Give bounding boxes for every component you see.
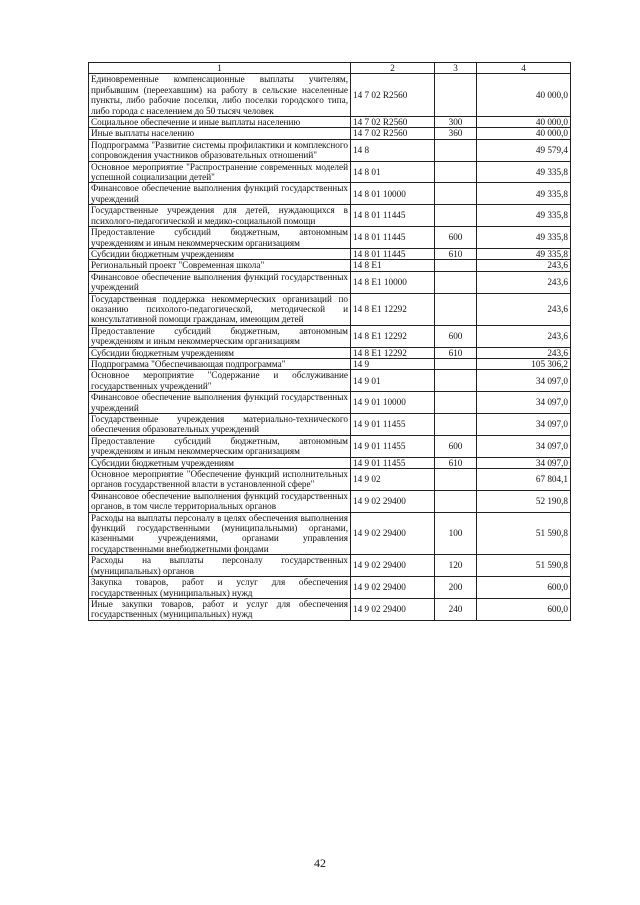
row-expense-type-cell <box>435 469 477 491</box>
row-amount-cell: 34 097,0 <box>477 370 571 392</box>
row-code-cell: 14 8 01 11445 <box>351 205 435 227</box>
table-row <box>89 205 571 227</box>
row-amount-cell: 40 000,0 <box>477 128 571 139</box>
row-name-cell: Финансовое обеспечение выполнения функций государственных учреждений <box>89 183 351 205</box>
row-name-cell: Региональный проект "Современная школа" <box>89 260 351 271</box>
table-row <box>89 161 571 183</box>
row-expense-type-cell: 200 <box>435 577 477 599</box>
row-amount-cell: 49 335,8 <box>477 227 571 249</box>
table-row <box>89 555 571 577</box>
row-code-cell: 14 8 E1 12292 <box>351 325 435 347</box>
row-code-cell: 14 8 01 <box>351 161 435 183</box>
page-number: 42 <box>314 856 326 870</box>
row-amount-cell: 49 579,4 <box>477 139 571 161</box>
row-name-cell: Финансовое обеспечение выполнения функций государственных учреждений <box>89 271 351 293</box>
header-cell: 1 <box>89 63 351 74</box>
row-code-cell: 14 9 02 <box>351 469 435 491</box>
table-row <box>89 260 571 271</box>
row-amount-cell: 49 335,8 <box>477 205 571 227</box>
table-row <box>89 139 571 161</box>
table-row <box>89 293 571 325</box>
row-expense-type-cell: 120 <box>435 555 477 577</box>
row-code-cell: 14 8 <box>351 139 435 161</box>
row-name-cell: Предоставление субсидий бюджетным, автономным учреждениям и иным некоммерческим организациям <box>89 435 351 457</box>
row-name-cell: Основное мероприятие "Распространение современных моделей успешной социализации детей" <box>89 161 351 183</box>
table-row <box>89 469 571 491</box>
row-name-cell: Расходы на выплаты персоналу государственных (муниципальных) органов <box>89 555 351 577</box>
row-amount-cell: 243,6 <box>477 293 571 325</box>
row-amount-cell: 243,6 <box>477 347 571 358</box>
table-row <box>89 325 571 347</box>
row-name-cell: Иные выплаты населению <box>89 128 351 139</box>
table-row <box>89 414 571 436</box>
row-name-cell: Иные закупки товаров, работ и услуг для обеспечения государственных (муниципальных) нужд <box>89 598 351 620</box>
table-row <box>89 512 571 555</box>
row-name-cell: Финансовое обеспечение выполнения функций государственных учреждений <box>89 392 351 414</box>
row-name-cell: Закупка товаров, работ и услуг для обеспечения государственных (муниципальных) нужд <box>89 577 351 599</box>
table-row <box>89 598 571 620</box>
table-row <box>89 435 571 457</box>
row-amount-cell: 243,6 <box>477 271 571 293</box>
row-expense-type-cell <box>435 183 477 205</box>
row-amount-cell: 49 335,8 <box>477 183 571 205</box>
row-name-cell: Предоставление субсидий бюджетным, автономным учреждениям и иным некоммерческим организациям <box>89 325 351 347</box>
row-expense-type-cell: 610 <box>435 347 477 358</box>
row-amount-cell: 67 804,1 <box>477 469 571 491</box>
row-name-cell: Подпрограмма "Обеспечивающая подпрограмма" <box>89 358 351 369</box>
table-row <box>89 227 571 249</box>
table-row <box>89 457 571 468</box>
table-row <box>89 271 571 293</box>
row-expense-type-cell <box>435 161 477 183</box>
row-amount-cell: 34 097,0 <box>477 435 571 457</box>
row-name-cell: Субсидии бюджетным учреждениям <box>89 347 351 358</box>
row-expense-type-cell: 100 <box>435 512 477 555</box>
row-code-cell: 14 8 E1 10000 <box>351 271 435 293</box>
row-expense-type-cell <box>435 74 477 117</box>
row-code-cell: 14 8 01 10000 <box>351 183 435 205</box>
row-code-cell: 14 9 02 29400 <box>351 555 435 577</box>
row-code-cell: 14 7 02 R2560 <box>351 74 435 117</box>
row-amount-cell: 49 335,8 <box>477 161 571 183</box>
row-expense-type-cell: 240 <box>435 598 477 620</box>
row-code-cell: 14 9 01 <box>351 370 435 392</box>
row-code-cell: 14 9 02 29400 <box>351 598 435 620</box>
row-expense-type-cell <box>435 271 477 293</box>
table-row <box>89 117 571 128</box>
row-amount-cell: 51 590,8 <box>477 555 571 577</box>
row-code-cell: 14 8 01 11445 <box>351 248 435 259</box>
header-cell: 2 <box>351 63 435 74</box>
row-amount-cell: 49 335,8 <box>477 248 571 259</box>
table-row <box>89 347 571 358</box>
row-code-cell: 14 9 01 11455 <box>351 414 435 436</box>
row-code-cell: 14 8 E1 <box>351 260 435 271</box>
row-amount-cell: 40 000,0 <box>477 117 571 128</box>
row-expense-type-cell: 610 <box>435 248 477 259</box>
table-row <box>89 577 571 599</box>
row-code-cell: 14 9 02 29400 <box>351 512 435 555</box>
budget-table <box>88 62 571 621</box>
row-name-cell: Основное мероприятие "Обеспечение функций исполнительных органов государственной власти в установленной сфере" <box>89 469 351 491</box>
row-code-cell: 14 7 02 R2560 <box>351 117 435 128</box>
table-row <box>89 490 571 512</box>
row-expense-type-cell: 360 <box>435 128 477 139</box>
row-name-cell: Социальное обеспечение и иные выплаты населению <box>89 117 351 128</box>
row-code-cell: 14 9 <box>351 358 435 369</box>
row-expense-type-cell <box>435 260 477 271</box>
table-row <box>89 74 571 117</box>
row-code-cell: 14 9 02 29400 <box>351 577 435 599</box>
row-expense-type-cell <box>435 392 477 414</box>
row-expense-type-cell <box>435 490 477 512</box>
row-name-cell: Предоставление субсидий бюджетным, автономным учреждениям и иным некоммерческим организациям <box>89 227 351 249</box>
row-amount-cell: 40 000,0 <box>477 74 571 117</box>
row-expense-type-cell <box>435 293 477 325</box>
row-expense-type-cell: 600 <box>435 227 477 249</box>
row-code-cell: 14 7 02 R2560 <box>351 128 435 139</box>
row-code-cell: 14 9 02 29400 <box>351 490 435 512</box>
row-amount-cell: 51 590,8 <box>477 512 571 555</box>
row-amount-cell: 105 306,2 <box>477 358 571 369</box>
row-code-cell: 14 8 E1 12292 <box>351 293 435 325</box>
row-amount-cell: 34 097,0 <box>477 414 571 436</box>
row-amount-cell: 600,0 <box>477 577 571 599</box>
row-expense-type-cell: 600 <box>435 435 477 457</box>
row-name-cell: Государственная поддержка некоммерческих организаций по оказанию психолого-педагогической, методической и консультативной помощи гражданам, имеющим детей <box>89 293 351 325</box>
row-amount-cell: 34 097,0 <box>477 392 571 414</box>
header-cell: 3 <box>435 63 477 74</box>
row-expense-type-cell <box>435 358 477 369</box>
row-amount-cell: 243,6 <box>477 325 571 347</box>
table-row <box>89 358 571 369</box>
row-code-cell: 14 8 E1 12292 <box>351 347 435 358</box>
header-row <box>89 63 571 74</box>
row-name-cell: Единовременные компенсационные выплаты учителям, прибывшим (переехавшим) на работу в сельские населенные пункты, либо рабочие поселки, либо поселки городского типа, либо города с населением до 50 тысяч человек <box>89 74 351 117</box>
row-expense-type-cell <box>435 370 477 392</box>
row-name-cell: Государственные учреждения для детей, нуждающихся в психолого-педагогической и медико-социальной помощи <box>89 205 351 227</box>
row-expense-type-cell: 300 <box>435 117 477 128</box>
table-row <box>89 392 571 414</box>
row-expense-type-cell <box>435 139 477 161</box>
row-expense-type-cell: 610 <box>435 457 477 468</box>
row-amount-cell: 34 097,0 <box>477 457 571 468</box>
table-row <box>89 248 571 259</box>
row-name-cell: Основное мероприятие "Содержание и обслуживание государственных учреждений" <box>89 370 351 392</box>
row-code-cell: 14 8 01 11445 <box>351 227 435 249</box>
table-row <box>89 370 571 392</box>
row-code-cell: 14 9 01 10000 <box>351 392 435 414</box>
row-name-cell: Субсидии бюджетным учреждениям <box>89 457 351 468</box>
row-code-cell: 14 9 01 11455 <box>351 435 435 457</box>
row-name-cell: Расходы на выплаты персоналу в целях обеспечения выполнения функций государственными (муниципальными) органами, казенными учреждениями, органами управления государственными внебюджетными фондами <box>89 512 351 555</box>
row-amount-cell: 600,0 <box>477 598 571 620</box>
row-amount-cell: 52 190,8 <box>477 490 571 512</box>
row-amount-cell: 243,6 <box>477 260 571 271</box>
row-name-cell: Государственные учреждения материально-технического обеспечения образовательных учреждений <box>89 414 351 436</box>
row-expense-type-cell <box>435 414 477 436</box>
row-expense-type-cell <box>435 205 477 227</box>
row-expense-type-cell: 600 <box>435 325 477 347</box>
header-cell: 4 <box>477 63 571 74</box>
row-name-cell: Подпрограмма "Развитие системы профилактики и комплексного сопровождения участников образовательных отношений" <box>89 139 351 161</box>
table-row <box>89 183 571 205</box>
row-name-cell: Финансовое обеспечение выполнения функций государственных органов, в том числе территориальных органов <box>89 490 351 512</box>
row-code-cell: 14 9 01 11455 <box>351 457 435 468</box>
row-name-cell: Субсидии бюджетным учреждениям <box>89 248 351 259</box>
table-row <box>89 128 571 139</box>
